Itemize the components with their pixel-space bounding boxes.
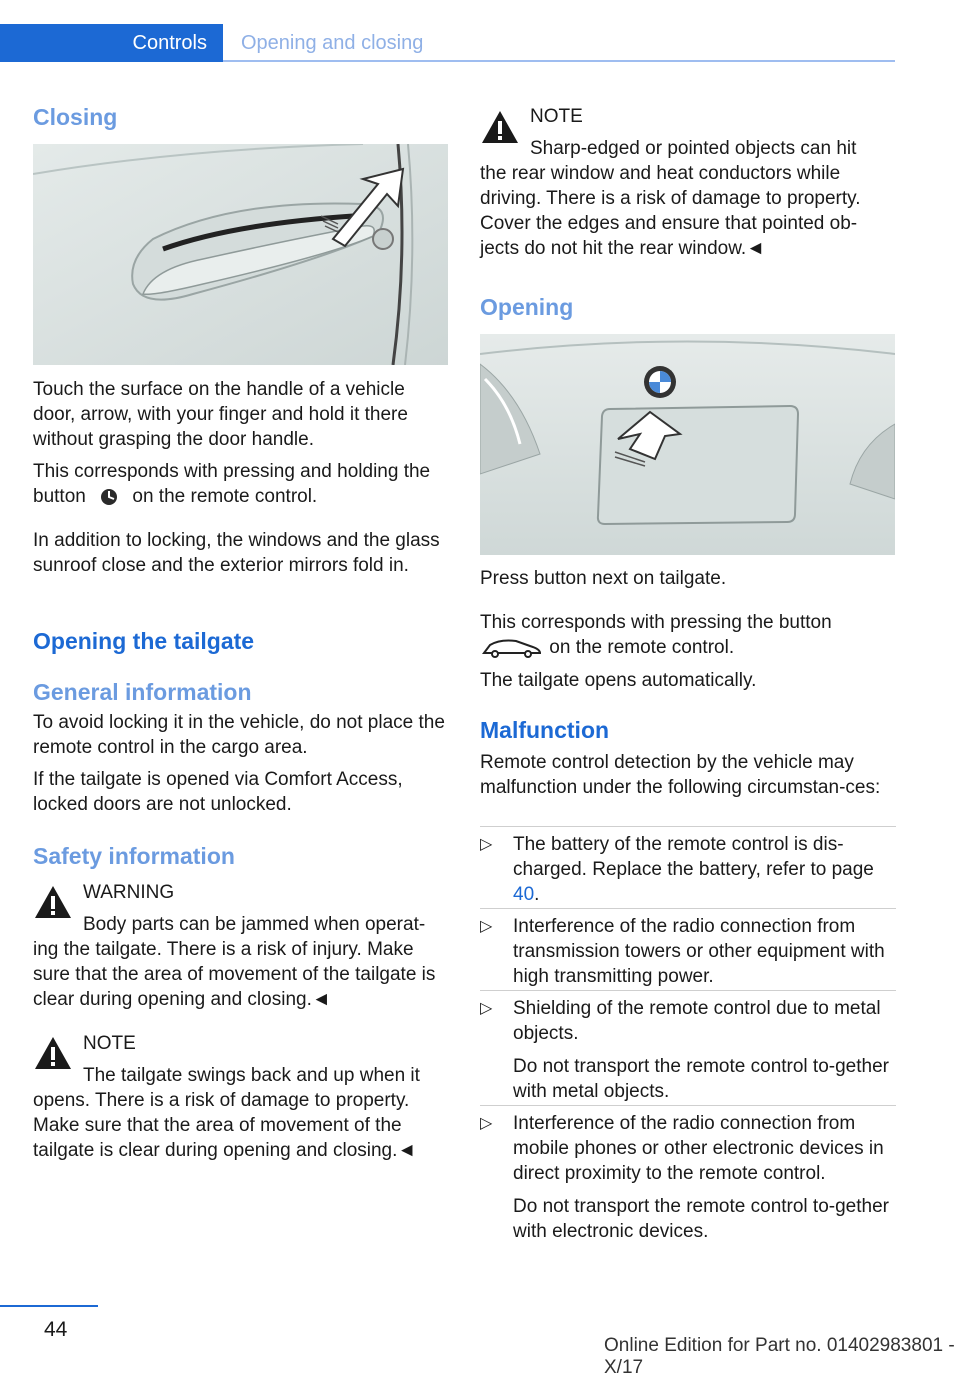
edition-footer: Online Edition for Part no. 01402983801 - X/17 — [604, 1335, 955, 1378]
header-divider — [223, 60, 895, 62]
general-paragraph-1: To avoid locking it in the vehicle, do not place the remote control in the cargo area. — [33, 712, 445, 758]
list-divider — [480, 1105, 896, 1106]
note-text — [480, 136, 896, 261]
closing-paragraph-1: Touch the surface on the handle of a vehicle door, arrow, with your finger and hold it there without grasping the door handle. — [33, 379, 408, 450]
closing-paragraph-2 — [33, 459, 449, 509]
note-text-rest: opens. There is a risk of damage to property. Make sure that the area of movement of the tailgate is clear during opening and closing.◄ — [33, 1090, 417, 1161]
list-bullet-icon: ▷ — [480, 918, 493, 935]
note-text-rest: the rear window and heat conductors while driving. There is a risk of damage to property. Cover the edges and ensure that pointed ob-jects do not hit the rear window.◄ — [480, 163, 861, 259]
list-divider — [480, 908, 896, 909]
closing-paragraph-2-start: This corresponds with pressing and holding the button — [33, 461, 431, 507]
list-item-text: Interference of the radio connection from mobile phones or other electronic devices in direct proximity to the remote control. — [513, 1113, 884, 1184]
page-header — [0, 24, 895, 62]
opening-paragraph-2 — [480, 610, 896, 660]
list-divider — [480, 990, 896, 991]
note-text-line-1: The tailgate swings back and up when it — [83, 1065, 420, 1086]
tailgate-heading: Opening the tailgate — [33, 628, 255, 654]
warning-text — [33, 912, 449, 1012]
note-text-line-1: Sharp-edged or pointed objects can hit — [530, 138, 857, 159]
tailgate-image — [480, 334, 895, 555]
list-divider — [480, 826, 896, 827]
malfunction-paragraph: Remote control detection by the vehicle may malfunction under the following circumstan-ces: — [480, 752, 881, 798]
malfunction-heading: Malfunction — [480, 717, 610, 743]
tailgate-illustration — [480, 334, 895, 555]
closing-paragraph-2-end: on the remote control. — [132, 486, 318, 507]
note-text — [33, 1063, 449, 1163]
note-title: NOTE — [83, 1033, 136, 1054]
safety-info-heading: Safety information — [33, 843, 235, 869]
subsection-tab[interactable]: Opening and closing — [241, 32, 424, 54]
opening-paragraph-2-end: on the remote control. — [549, 637, 735, 658]
list-item-text: Shielding of the remote control due to metal objects. — [513, 998, 881, 1044]
opening-paragraph-1: Press button next on tailgate. — [480, 568, 727, 589]
list-bullet-icon: ▷ — [480, 836, 493, 853]
footer-divider — [0, 1305, 98, 1307]
warning-title: WARNING — [83, 882, 175, 903]
list-bullet-icon: ▷ — [480, 1115, 493, 1132]
opening-heading: Opening — [480, 294, 574, 320]
list-item-subtext: Do not transport the remote control to-gether with electronic devices. — [513, 1196, 889, 1242]
page-link[interactable]: 40 — [513, 884, 535, 905]
section-tab[interactable]: Controls — [0, 24, 223, 62]
door-handle-illustration — [33, 144, 448, 365]
general-info-heading: General information — [33, 679, 252, 705]
closing-paragraph-3: In addition to locking, the windows and the glass sunroof close and the exterior mirrors fold in. — [33, 530, 440, 576]
warning-text-rest: ing the tailgate. There is a risk of injury. Make sure that the area of movement of the tailgate is clear during opening and closing.◄ — [33, 939, 436, 1010]
list-item-text: The battery of the remote control is dis-charged. Replace the battery, refer to page — [513, 834, 874, 880]
car-tailgate-button-icon — [480, 637, 544, 659]
list-bullet-icon: ▷ — [480, 1000, 493, 1017]
warning-text-line-1: Body parts can be jammed when operat- — [83, 914, 426, 935]
lock-button-icon — [91, 487, 127, 507]
list-item-subtext: Do not transport the remote control to-gether with metal objects. — [513, 1056, 889, 1102]
door-handle-image — [33, 144, 448, 365]
page-number: 44 — [44, 1318, 68, 1341]
note-title: NOTE — [530, 106, 583, 127]
general-paragraph-2: If the tailgate is opened via Comfort Access, locked doors are not unlocked. — [33, 769, 403, 815]
opening-paragraph-3: The tailgate opens automatically. — [480, 670, 757, 691]
list-item-text: Interference of the radio connection from transmission towers or other equipment with high transmitting power. — [513, 916, 885, 987]
list-item-punct: . — [534, 884, 540, 905]
closing-heading: Closing — [33, 104, 118, 130]
opening-paragraph-2-start: This corresponds with pressing the button — [480, 612, 832, 633]
